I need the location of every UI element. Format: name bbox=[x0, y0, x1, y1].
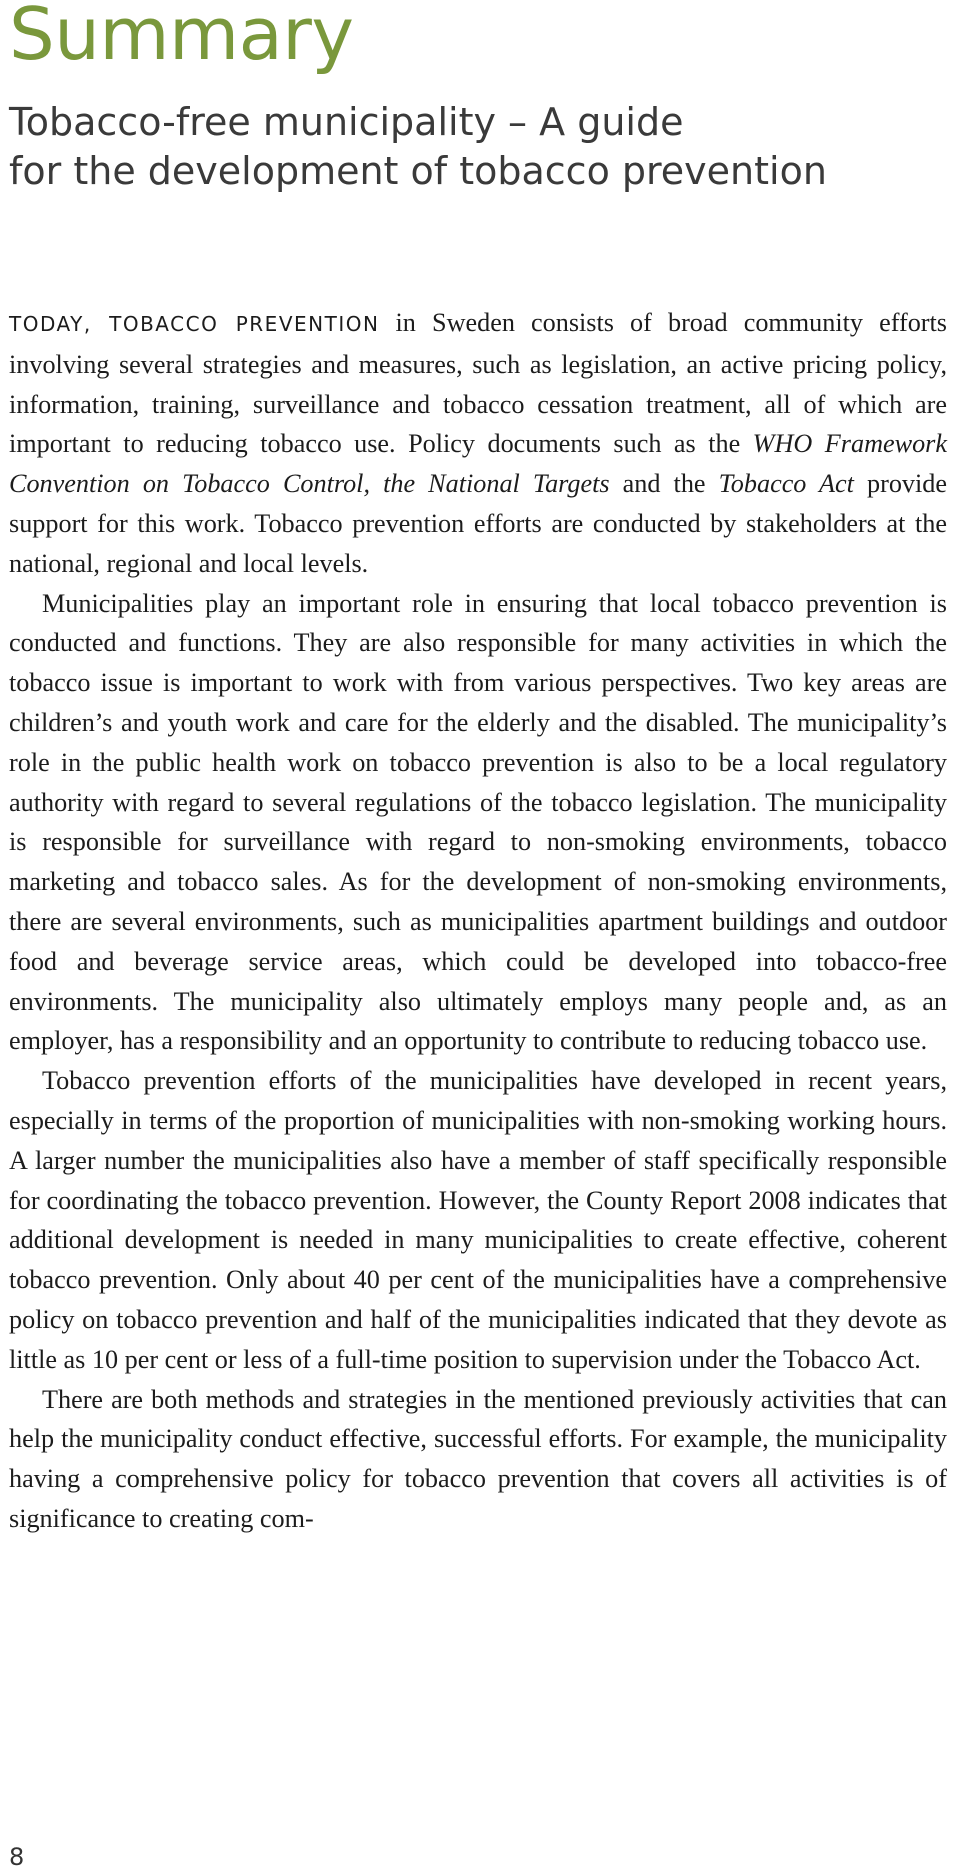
framework-convention-title: WHO Framework Convention on Tobacco Control, the National Targets bbox=[9, 429, 947, 499]
paragraph-2: Municipalities play an important role in ensuring that local tobacco prevention is conducted and functions. They are also responsible for many activities in which the tobacco issue is important to work with from various perspectives. Two key areas are children’s and youth work and care for the elderly and the disabled. The municipality’s role in the public health work on tobacco prevention is also to be a local regulatory authority with regard to several regulations of the tobacco legislation. The municipality is responsible for surveillance with regard to non-smoking environments, tobacco marketing and tobacco sales. As for the development of non-smoking environments, there are several environments, such as municipalities apartment buildings and outdoor food and beverage service areas, which could be developed into tobacco-free environments. The municipality also ultimately employs many people and, as an employer, has a responsibility and an opportunity to contribute to reducing tobacco use. bbox=[9, 588, 947, 1056]
subtitle-line-2: for the development of tobacco prevention bbox=[9, 149, 827, 193]
summary-body bbox=[9, 303, 947, 1539]
page-number: 8 bbox=[9, 1843, 25, 1871]
paragraph-1 bbox=[9, 303, 947, 584]
paragraph-1-text-a: in Sweden consists of broad community efforts involving several strategies and measures, such as legislation, an active pricing policy, information, training, surveillance and tobacco cessation treatment, all of which are important to reducing tobacco use. Policy documents such as the bbox=[9, 308, 947, 459]
paragraph-4: There are both methods and strategies in the mentioned previously activities that can help the municipality conduct effective, successful efforts. For example, the municipality having a comprehensive policy for tobacco prevention that covers all activities is of significance to creating com- bbox=[9, 1384, 947, 1533]
lead-in-text: TODAY, TOBACCO PREVENTION bbox=[9, 312, 380, 336]
paragraph-1-text-b: and the bbox=[609, 469, 719, 499]
page-subtitle bbox=[9, 98, 949, 196]
tobacco-act-title: Tobacco Act bbox=[718, 469, 854, 499]
paragraph-3: Tobacco prevention efforts of the municipalities have developed in recent years, especially in terms of the proportion of municipalities with non-smoking working hours. A larger number the municipalities also have a member of staff specifically responsible for coordinating the tobacco prevention. However, the County Report 2008 indicates that additional development is needed in many municipalities to create effective, coherent tobacco prevention. Only about 40 per cent of the municipalities have a comprehensive policy on tobacco prevention and half of the municipalities indicated that they devote as little as 10 per cent or less of a full-time position to supervision under the Tobacco Act. bbox=[9, 1066, 947, 1374]
paragraph-1-text-c: provide support for this work. Tobacco prevention efforts are conducted by stakeholders at the national, regional and local levels. bbox=[9, 469, 947, 578]
subtitle-line-1: Tobacco-free municipality – A guide bbox=[9, 100, 684, 144]
page-title: Summary bbox=[9, 0, 354, 76]
